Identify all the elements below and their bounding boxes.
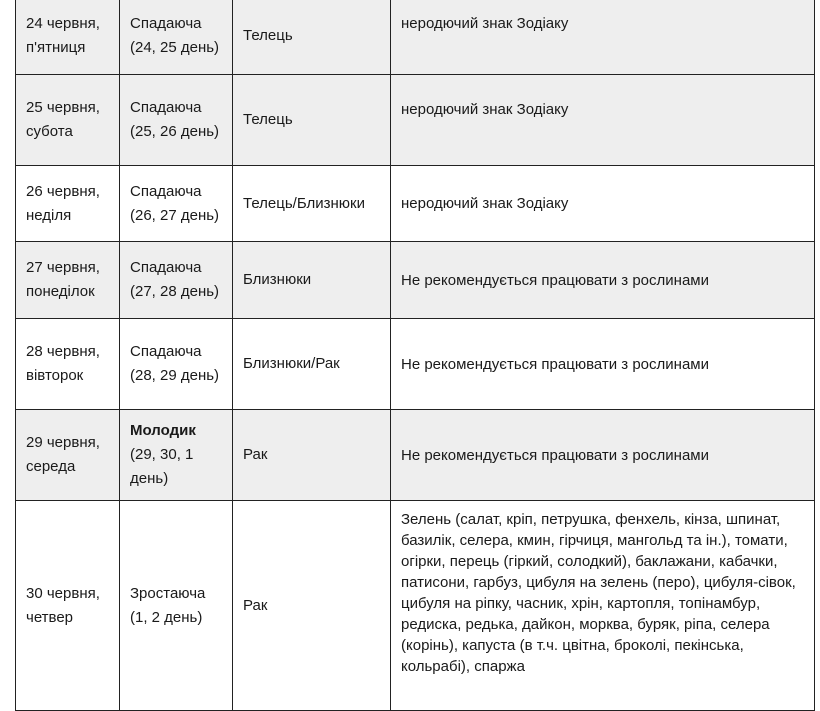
moon-phase-text: Молодик <box>130 422 196 439</box>
weekday-text: п'ятниця <box>26 38 86 56</box>
moon-phase-text: Зростаюча <box>130 584 206 602</box>
table-row <box>16 242 815 319</box>
weekday-text: четвер <box>26 608 74 626</box>
date-text: 30 червня, <box>26 584 100 602</box>
recommendation-text: Не рекомендується працювати з рослинами <box>401 355 709 373</box>
lunar-days-text: (26, 27 день) <box>130 206 220 224</box>
table-row <box>16 410 815 501</box>
recommendation-cell <box>391 75 815 166</box>
lunar-days-text: (24, 25 день) <box>130 38 220 56</box>
date-text: 28 червня, <box>26 343 100 360</box>
moon-phase-text: Спадаюча <box>130 182 202 200</box>
moon-phase-text: Спадаюча <box>130 343 202 360</box>
zodiac-cell <box>233 75 391 166</box>
date-cell <box>16 319 120 410</box>
moon-phase-cell <box>120 166 233 242</box>
moon-phase-text: Спадаюча <box>130 14 202 32</box>
date-text: 29 червня, <box>26 434 100 451</box>
recommendation-cell <box>391 319 815 410</box>
table-row <box>16 0 815 75</box>
lunar-days-text: (1, 2 день) <box>130 608 203 626</box>
table-row <box>16 319 815 410</box>
zodiac-text: Телець <box>243 111 293 128</box>
zodiac-cell <box>233 166 391 242</box>
recommendation-text: неродючий знак Зодіаку <box>401 101 569 118</box>
zodiac-cell <box>233 501 391 711</box>
lunar-days-text: (27, 28 день) <box>130 283 220 300</box>
weekday-text: середа <box>26 458 76 475</box>
weekday-text: вівторок <box>26 367 84 384</box>
moon-phase-cell <box>120 0 233 75</box>
recommendation-cell <box>391 501 815 711</box>
date-cell <box>16 75 120 166</box>
date-text: 26 червня, <box>26 182 100 200</box>
moon-phase-cell <box>120 501 233 711</box>
date-text: 24 червня, <box>26 14 100 32</box>
date-cell <box>16 242 120 319</box>
recommendation-cell <box>391 410 815 501</box>
zodiac-text: Рак <box>243 596 268 614</box>
recommendation-cell <box>391 0 815 75</box>
recommendation-text: Не рекомендується працювати з рослинами <box>401 271 709 289</box>
moon-phase-cell <box>120 319 233 410</box>
date-cell <box>16 0 120 75</box>
moon-phase-cell <box>120 75 233 166</box>
recommendation-text: неродючий знак Зодіаку <box>401 195 569 212</box>
table-row <box>16 166 815 242</box>
date-text: 25 червня, <box>26 99 100 116</box>
lunar-calendar-table <box>15 0 815 711</box>
zodiac-text: Телець <box>243 26 293 44</box>
zodiac-text: Близнюки <box>243 271 312 288</box>
recommendation-cell <box>391 242 815 319</box>
table-row <box>16 75 815 166</box>
lunar-days-text: (29, 30, 1 день) <box>130 446 194 487</box>
zodiac-text: Близнюки/Рак <box>243 355 340 372</box>
recommendation-text: Не рекомендується працювати з рослинами <box>401 446 709 464</box>
lunar-days-text: (25, 26 день) <box>130 123 220 140</box>
date-cell <box>16 501 120 711</box>
weekday-text: неділя <box>26 206 72 224</box>
zodiac-cell <box>233 410 391 501</box>
zodiac-cell <box>233 242 391 319</box>
table-row <box>16 501 815 711</box>
weekday-text: понеділок <box>26 283 95 300</box>
zodiac-cell <box>233 319 391 410</box>
zodiac-text: Телець/Близнюки <box>243 194 365 212</box>
moon-phase-text: Спадаюча <box>130 99 202 116</box>
zodiac-text: Рак <box>243 446 268 463</box>
recommendation-text: неродючий знак Зодіаку <box>401 15 569 32</box>
date-text: 27 червня, <box>26 259 100 276</box>
recommendation-cell <box>391 166 815 242</box>
moon-phase-cell <box>120 242 233 319</box>
moon-phase-cell <box>120 410 233 501</box>
zodiac-cell <box>233 0 391 75</box>
lunar-days-text: (28, 29 день) <box>130 367 220 384</box>
date-cell <box>16 166 120 242</box>
weekday-text: субота <box>26 123 73 140</box>
recommendation-text: Зелень (салат, кріп, петрушка, фенхель, кінза, шпинат, базилік, селера, кмин, гірчиця, мангольд та ін.), томати, огірки, перець (гіркий, солодкий), баклажани, кабачки, патисони, гарбуз, цибуля на зелень (перо), цибуля-сівок, цибуля на ріпку, часник, хрін, картопля, топінамбур, редиска, редька, дайкон, морква, буряк, ріпа, селера (корінь), капуста (в т.ч. цвітна, броколі, пекінська, кольрабі), спаржа <box>401 511 796 675</box>
moon-phase-text: Спадаюча <box>130 259 202 276</box>
date-cell <box>16 410 120 501</box>
